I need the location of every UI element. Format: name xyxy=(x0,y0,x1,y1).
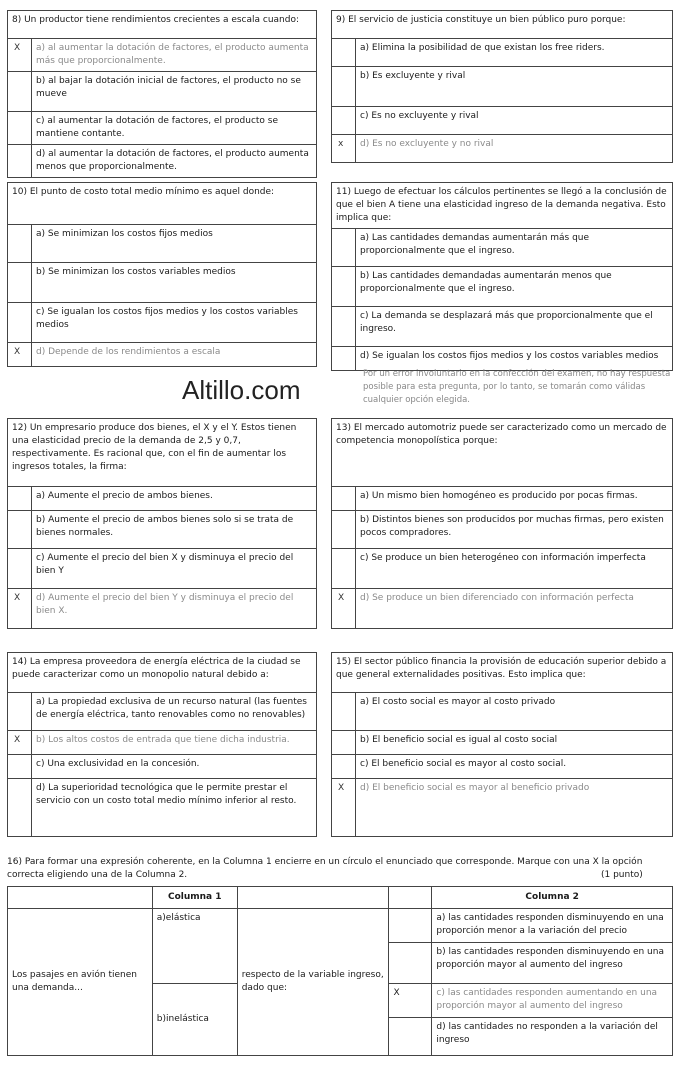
question-11-stem: 11) Luego de efectuar los cálculos pertinentes se llegó a la conclusión de que el bien A tiene una elasticidad ingreso de la demanda negativa. Esto implica que: xyxy=(332,183,673,229)
answer-mark[interactable] xyxy=(332,67,356,107)
question-8-stem: 8) Un productor tiene rendimientos crecientes a escala cuando: xyxy=(8,11,317,39)
question-9 xyxy=(331,10,673,163)
option-a: a) Se minimizan los costos fijos medios xyxy=(32,225,317,263)
header-blank xyxy=(8,887,153,909)
answer-mark[interactable]: X xyxy=(8,589,32,629)
answer-mark[interactable] xyxy=(332,511,356,549)
option-b: b) Es excluyente y rival xyxy=(356,67,673,107)
option-b: b) al bajar la dotación inicial de factores, el producto no se mueve xyxy=(32,72,317,112)
answer-mark[interactable] xyxy=(332,731,356,755)
option-c: c) Es no excluyente y rival xyxy=(356,107,673,135)
option-c: c) Se igualan los costos fijos medios y los costos variables medios xyxy=(32,303,317,343)
option-d: d) Es no excluyente y no rival xyxy=(356,135,673,163)
answer-mark[interactable] xyxy=(332,487,356,511)
option-a: a) El costo social es mayor al costo privado xyxy=(356,693,673,731)
answer-mark[interactable]: x xyxy=(332,135,356,163)
answer-mark[interactable]: X xyxy=(8,343,32,367)
option-d: d) Se produce un bien diferenciado con información perfecta xyxy=(356,589,673,629)
middle-text: respecto de la variable ingreso, dado que: xyxy=(237,909,389,1056)
option-d: d) La superioridad tecnológica que le permite prestar el servicio con un costo total medio mínimo inferior al resto. xyxy=(32,779,317,837)
answer-mark[interactable] xyxy=(8,487,32,511)
answer-mark[interactable] xyxy=(332,307,356,347)
option-d: d) Aumente el precio del bien Y y disminuya el precio del bien X. xyxy=(32,589,317,629)
column-1-option-a[interactable]: a)elástica xyxy=(152,909,237,983)
answer-mark[interactable] xyxy=(332,39,356,67)
question-12-stem: 12) Un empresario produce dos bienes, el X y el Y. Estos tienen una elasticidad precio de la demanda de 2,5 y 0,7, respectivamente. Es racional que, con el fin de aumentar los ingresos totales, la firma: xyxy=(8,419,317,487)
question-10 xyxy=(7,182,317,367)
question-14 xyxy=(7,652,317,837)
question-14-stem: 14) La empresa proveedora de energía eléctrica de la ciudad se puede caracterizar como un monopolio natural debido a: xyxy=(8,653,317,693)
option-b: b) Se minimizan los costos variables medios xyxy=(32,263,317,303)
answer-mark[interactable] xyxy=(332,347,356,371)
option-d: d) al aumentar la dotación de factores, el producto aumenta menos que proporcionalmente. xyxy=(32,145,317,178)
question-16-table xyxy=(7,886,673,1056)
answer-mark[interactable] xyxy=(8,303,32,343)
option-a: a) Elimina la posibilidad de que existan los free riders. xyxy=(356,39,673,67)
column-2-header: Columna 2 xyxy=(432,887,673,909)
answer-mark[interactable]: X xyxy=(332,589,356,629)
answer-mark[interactable]: X xyxy=(389,983,432,1017)
option-d: d) Depende de los rendimientos a escala xyxy=(32,343,317,367)
answer-mark[interactable] xyxy=(389,1017,432,1055)
column-1-option-b[interactable]: b)inelástica xyxy=(152,983,237,1055)
answer-mark[interactable] xyxy=(8,693,32,731)
question-13 xyxy=(331,418,673,629)
option-d: d) Se igualan los costos fijos medios y los costos variables medios xyxy=(356,347,673,371)
question-12 xyxy=(7,418,317,629)
answer-mark[interactable] xyxy=(8,145,32,178)
answer-mark[interactable]: X xyxy=(8,39,32,72)
answer-mark[interactable] xyxy=(332,229,356,267)
question-8 xyxy=(7,10,317,178)
option-b: b) El beneficio social es igual al costo social xyxy=(356,731,673,755)
question-11 xyxy=(331,182,673,371)
question-11-note: Por un error involuntario en la confección del examen, no hay respuesta posible para esta pregunta, por lo tanto, se tomarán como válidas cualquier opción elegida. xyxy=(363,369,671,405)
option-c: c) Una exclusividad en la concesión. xyxy=(32,755,317,779)
option-c: c) El beneficio social es mayor al costo social. xyxy=(356,755,673,779)
column-2-option-b: b) las cantidades responden disminuyendo en una proporción mayor al aumento del ingreso xyxy=(432,943,673,983)
question-16-points: (1 punto) xyxy=(601,870,643,880)
option-c: c) Aumente el precio del bien X y disminuya el precio del bien Y xyxy=(32,549,317,589)
header-blank xyxy=(389,887,432,909)
question-16-stem: 16) Para formar una expresión coherente, en la Columna 1 encierre en un círculo el enunciado que corresponde. Marque con una X la opción correcta eligiendo una de la Columna 2. xyxy=(7,857,643,880)
answer-mark[interactable] xyxy=(8,72,32,112)
answer-mark[interactable]: X xyxy=(332,779,356,837)
answer-mark[interactable] xyxy=(389,943,432,983)
option-c: c) al aumentar la dotación de factores, el producto se mantiene contante. xyxy=(32,112,317,145)
answer-mark[interactable] xyxy=(8,549,32,589)
answer-mark[interactable]: X xyxy=(8,731,32,755)
header-blank xyxy=(237,887,389,909)
answer-mark[interactable] xyxy=(8,112,32,145)
option-a: a) Las cantidades demandas aumentarán más que proporcionalmente que el ingreso. xyxy=(356,229,673,267)
answer-mark[interactable] xyxy=(8,225,32,263)
answer-mark[interactable] xyxy=(332,107,356,135)
answer-mark[interactable] xyxy=(8,779,32,837)
question-15-stem: 15) El sector público financia la provisión de educación superior debido a que general externalidades positivas. Esto implica que: xyxy=(332,653,673,693)
answer-mark[interactable] xyxy=(8,511,32,549)
option-a: a) Un mismo bien homogéneo es producido por pocas firmas. xyxy=(356,487,673,511)
option-b: b) Las cantidades demandadas aumentarán menos que proporcionalmente que el ingreso. xyxy=(356,267,673,307)
watermark: Altillo.com xyxy=(182,375,301,405)
option-b: b) Aumente el precio de ambos bienes solo si se trata de bienes normales. xyxy=(32,511,317,549)
answer-mark[interactable] xyxy=(332,755,356,779)
question-13-stem: 13) El mercado automotriz puede ser caracterizado como un mercado de competencia monopolística porque: xyxy=(332,419,673,487)
option-a: a) al aumentar la dotación de factores, el producto aumenta más que proporcionalmente. xyxy=(32,39,317,72)
column-2-option-c: c) las cantidades responden aumentando en una proporción mayor al aumento del ingreso xyxy=(432,983,673,1017)
question-9-stem: 9) El servicio de justicia constituye un bien público puro porque: xyxy=(332,11,673,39)
question-15 xyxy=(331,652,673,837)
option-c: c) Se produce un bien heterogéneo con información imperfecta xyxy=(356,549,673,589)
column-2-option-a: a) las cantidades responden disminuyendo en una proporción menor a la variación del precio xyxy=(432,909,673,943)
stem-cell: Los pasajes en avión tienen una demanda... xyxy=(8,909,153,1056)
option-b: b) Los altos costos de entrada que tiene dicha industria. xyxy=(32,731,317,755)
option-b: b) Distintos bienes son producidos por muchas firmas, pero existen pocos compradores. xyxy=(356,511,673,549)
answer-mark[interactable] xyxy=(332,693,356,731)
answer-mark[interactable] xyxy=(332,267,356,307)
column-1-header: Columna 1 xyxy=(152,887,237,909)
option-a: a) La propiedad exclusiva de un recurso natural (las fuentes de energía eléctrica, tanto renovables como no renovables) xyxy=(32,693,317,731)
answer-mark[interactable] xyxy=(389,909,432,943)
option-d: d) El beneficio social es mayor al beneficio privado xyxy=(356,779,673,837)
answer-mark[interactable] xyxy=(8,755,32,779)
answer-mark[interactable] xyxy=(332,549,356,589)
question-10-stem: 10) El punto de costo total medio mínimo es aquel donde: xyxy=(8,183,317,225)
answer-mark[interactable] xyxy=(8,263,32,303)
option-c: c) La demanda se desplazará más que proporcionalmente que el ingreso. xyxy=(356,307,673,347)
option-a: a) Aumente el precio de ambos bienes. xyxy=(32,487,317,511)
column-2-option-d: d) las cantidades no responden a la variación del ingreso xyxy=(432,1017,673,1055)
